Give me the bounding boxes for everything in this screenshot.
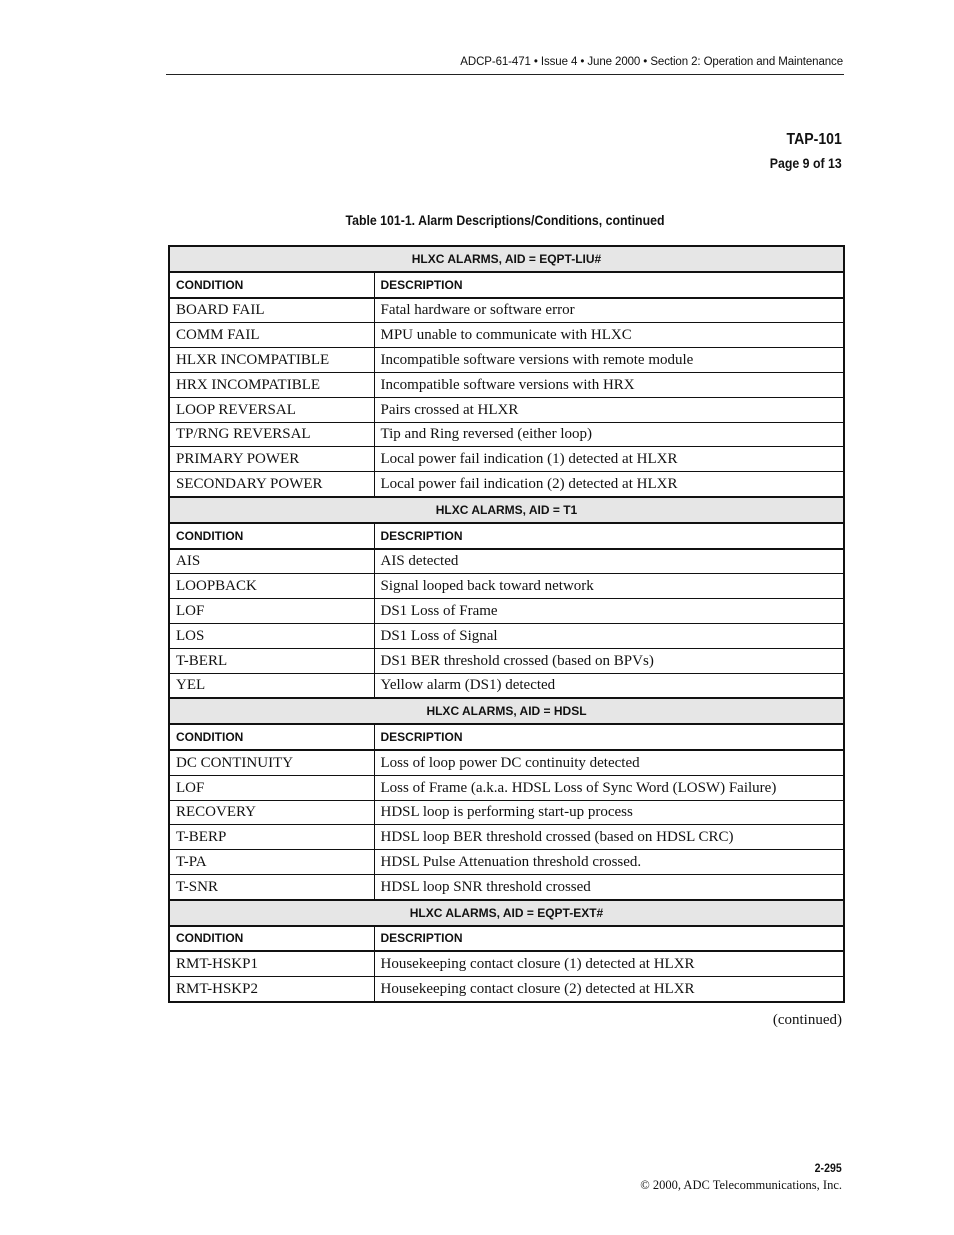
table-row	[169, 372, 844, 397]
description-cell: Incompatible software versions with HRX	[374, 372, 844, 397]
header-divider	[166, 74, 844, 75]
description-cell: DS1 Loss of Frame	[374, 599, 844, 624]
table-row	[169, 472, 844, 497]
section-title: HLXC ALARMS, AID = HDSL	[169, 698, 844, 724]
condition-cell: LOOP REVERSAL	[169, 397, 374, 422]
table-row	[169, 874, 844, 899]
description-cell: Pairs crossed at HLXR	[374, 397, 844, 422]
column-header-description: DESCRIPTION	[374, 926, 844, 952]
description-cell: DS1 BER threshold crossed (based on BPVs)	[374, 648, 844, 673]
table-row	[169, 623, 844, 648]
column-header-condition: CONDITION	[169, 272, 374, 298]
condition-cell: T-BERL	[169, 648, 374, 673]
table-row	[169, 673, 844, 698]
condition-cell: LOF	[169, 599, 374, 624]
condition-cell: PRIMARY POWER	[169, 447, 374, 472]
table-row	[169, 397, 844, 422]
condition-cell: HRX INCOMPATIBLE	[169, 372, 374, 397]
table-row	[169, 800, 844, 825]
column-header-condition: CONDITION	[169, 926, 374, 952]
footer-copyright: © 2000, ADC Telecommunications, Inc.	[640, 1178, 842, 1192]
table-row	[169, 648, 844, 673]
condition-cell: YEL	[169, 673, 374, 698]
table-row	[169, 422, 844, 447]
alarm-table	[168, 245, 845, 1003]
description-cell: DS1 Loss of Signal	[374, 623, 844, 648]
condition-cell: LOOPBACK	[169, 574, 374, 599]
description-cell: HDSL loop BER threshold crossed (based on HDSL CRC)	[374, 825, 844, 850]
condition-cell: LOF	[169, 775, 374, 800]
description-cell: Yellow alarm (DS1) detected	[374, 673, 844, 698]
running-header: ADCP-61-471 • Issue 4 • June 2000 • Section 2: Operation and Maintenance	[460, 56, 843, 68]
column-header-row	[169, 523, 844, 549]
footer-page-number: 2-295	[814, 1161, 842, 1175]
condition-cell: T-PA	[169, 850, 374, 875]
document-id: TAP-101	[786, 131, 842, 148]
column-header-condition: CONDITION	[169, 724, 374, 750]
description-cell: HDSL Pulse Attenuation threshold crossed.	[374, 850, 844, 875]
condition-cell: LOS	[169, 623, 374, 648]
description-cell: Housekeeping contact closure (2) detected at HLXR	[374, 977, 844, 1002]
table-row	[169, 348, 844, 373]
condition-cell: T-BERP	[169, 825, 374, 850]
description-cell: Incompatible software versions with remote module	[374, 348, 844, 373]
section-title: HLXC ALARMS, AID = EQPT-EXT#	[169, 900, 844, 926]
description-cell: Housekeeping contact closure (1) detected at HLXR	[374, 951, 844, 976]
condition-cell: RMT-HSKP2	[169, 977, 374, 1002]
continued-note: (continued)	[772, 1012, 842, 1028]
table-row	[169, 549, 844, 574]
column-header-description: DESCRIPTION	[374, 724, 844, 750]
description-cell: Signal looped back toward network	[374, 574, 844, 599]
table-row	[169, 750, 844, 775]
description-cell: Tip and Ring reversed (either loop)	[374, 422, 844, 447]
condition-cell: BOARD FAIL	[169, 298, 374, 323]
table-caption: Table 101-1. Alarm Descriptions/Conditions, continued	[345, 212, 665, 228]
condition-cell: RECOVERY	[169, 800, 374, 825]
table-row	[169, 775, 844, 800]
column-header-description: DESCRIPTION	[374, 523, 844, 549]
section-title: HLXC ALARMS, AID = EQPT-LIU#	[169, 246, 844, 272]
description-cell: MPU unable to communicate with HLXC	[374, 323, 844, 348]
table-row	[169, 951, 844, 976]
table-row	[169, 298, 844, 323]
column-header-row	[169, 724, 844, 750]
section-header-row	[169, 246, 844, 272]
condition-cell: COMM FAIL	[169, 323, 374, 348]
description-cell: Local power fail indication (1) detected at HLXR	[374, 447, 844, 472]
column-header-row	[169, 272, 844, 298]
table-row	[169, 977, 844, 1002]
table-row	[169, 323, 844, 348]
condition-cell: AIS	[169, 549, 374, 574]
condition-cell: DC CONTINUITY	[169, 750, 374, 775]
description-cell: Loss of Frame (a.k.a. HDSL Loss of Sync Word (LOSW) Failure)	[374, 775, 844, 800]
section-header-row	[169, 698, 844, 724]
description-cell: AIS detected	[374, 549, 844, 574]
table-row	[169, 825, 844, 850]
description-cell: Loss of loop power DC continuity detected	[374, 750, 844, 775]
condition-cell: TP/RNG REVERSAL	[169, 422, 374, 447]
condition-cell: T-SNR	[169, 874, 374, 899]
page-indicator: Page 9 of 13	[770, 155, 842, 171]
column-header-description: DESCRIPTION	[374, 272, 844, 298]
condition-cell: HLXR INCOMPATIBLE	[169, 348, 374, 373]
section-title: HLXC ALARMS, AID = T1	[169, 497, 844, 523]
section-header-row	[169, 497, 844, 523]
description-cell: HDSL loop SNR threshold crossed	[374, 874, 844, 899]
column-header-row	[169, 926, 844, 952]
description-cell: Fatal hardware or software error	[374, 298, 844, 323]
condition-cell: SECONDARY POWER	[169, 472, 374, 497]
table-row	[169, 447, 844, 472]
table-row	[169, 574, 844, 599]
description-cell: HDSL loop is performing start-up process	[374, 800, 844, 825]
condition-cell: RMT-HSKP1	[169, 951, 374, 976]
table-row	[169, 599, 844, 624]
column-header-condition: CONDITION	[169, 523, 374, 549]
description-cell: Local power fail indication (2) detected at HLXR	[374, 472, 844, 497]
table-row	[169, 850, 844, 875]
section-header-row	[169, 900, 844, 926]
